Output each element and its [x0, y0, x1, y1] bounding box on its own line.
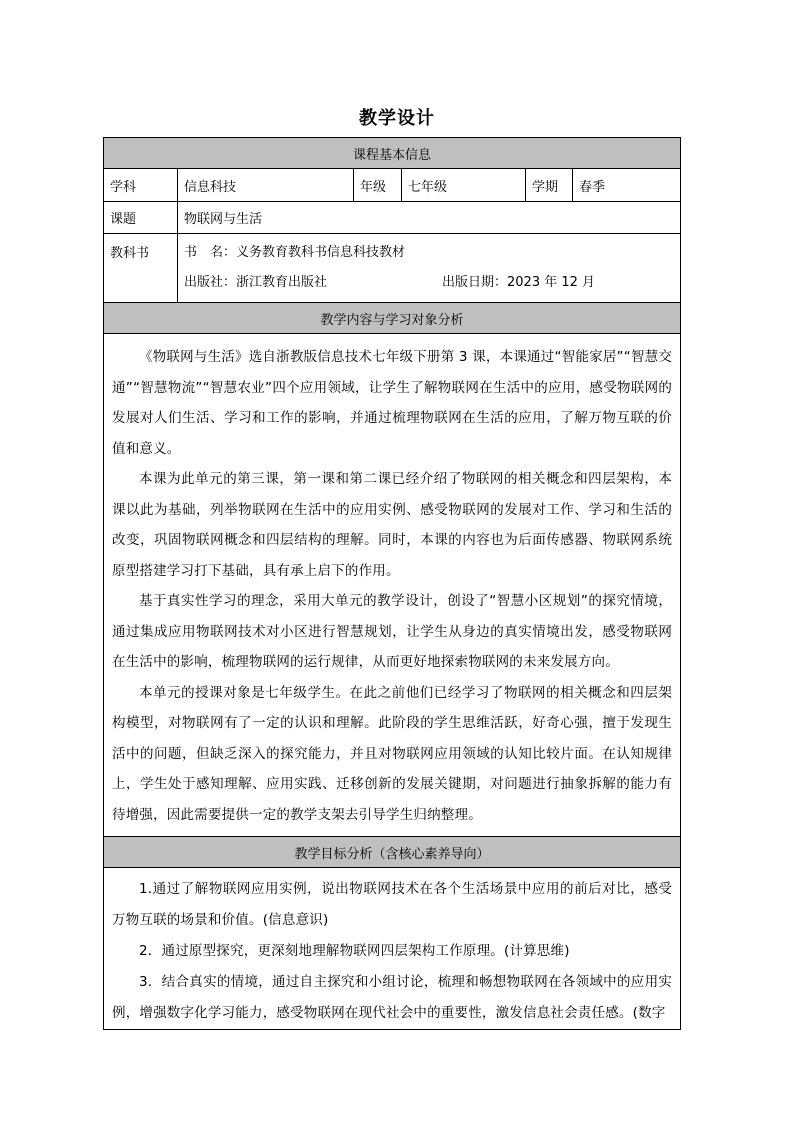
topic-label: 课题	[104, 202, 178, 234]
publisher-text: 出版社：浙江教育出版社	[184, 275, 328, 290]
analysis-paragraph: 《物联网与生活》选自浙教版信息技术七年级下册第 3 课，本课通过“智能家居”“智慧交通”“智慧物流”“智慧农业”四个应用领域，让学生了解物联网在生活中的应用，感受物联网的发展对人们生活、学习和工作的影响，并通过梳理物联网在生活的应用，了解万物互联的价值和意义。	[112, 349, 673, 457]
book-name-line: 书 名：义务教育教科书信息科技教材	[184, 245, 406, 260]
objective-item: 3．结合真实的情境，通过自主探究和小组讨论，梳理和畅想物联网在各领域中的应用实例，增强数字化学习能力，感受物联网在现代社会中的重要性，激发信息社会责任感。(数字	[112, 974, 673, 1021]
analysis-paragraph: 基于真实性学习的理念，采用大单元的教学设计，创设了“智慧小区规划”的探究情境，通过集成应用物联网技术对小区进行智慧规划，让学生从身边的真实情境出发，感受物联网在生活中的影响，梳理物联网的运行规律，从而更好地探索物联网的未来发展方向。	[112, 593, 673, 670]
subject-value: 信息科技	[178, 169, 354, 202]
term-value: 春季	[573, 169, 681, 202]
section-header-basic-info: 课程基本信息	[104, 138, 681, 169]
objective-item: 1.通过了解物联网应用实例，说出物联网技术在各个生活场景中应用的前后对比，感受万物互联的场景和价值。(信息意识)	[112, 881, 673, 928]
section-header-objectives: 教学目标分析（含核心素养导向）	[104, 837, 681, 868]
publisher-line	[184, 268, 674, 298]
content-analysis-body	[104, 334, 681, 837]
lesson-plan-table	[103, 137, 681, 1030]
subject-label: 学科	[104, 169, 178, 202]
grade-label: 年级	[354, 169, 402, 202]
publish-date-text: 出版日期：2023 年 12 月	[442, 275, 596, 290]
objective-item: 2．通过原型探究，更深刻地理解物联网四层架构工作原理。(计算思维)	[139, 943, 570, 959]
analysis-paragraph: 本单元的授课对象是七年级学生。在此之前他们已经学习了物联网的相关概念和四层架构模型，对物联网有了一定的认识和理解。此阶段的学生思维活跃，好奇心强，擅于发现生活中的问题，但缺乏深入的探究能力，并且对物联网应用领域的认知比较片面。在认知规律上，学生处于感知理解、应用实践、迁移创新的发展关键期，对问题进行抽象拆解的能力有待增强，因此需要提供一定的教学支架去引导学生归纳整理。	[112, 684, 673, 823]
textbook-info	[178, 234, 681, 303]
analysis-paragraph: 本课为此单元的第三课，第一课和第二课已经介绍了物联网的相关概念和四层架构，本课以此为基础，列举物联网在生活中的应用实例、感受物联网的发展对工作、学习和生活的改变，巩固物联网概念和四层结构的理解。同时，本课的内容也为后面传感器、物联网系统原型搭建学习打下基础，具有承上启下的作用。	[112, 471, 673, 579]
topic-value: 物联网与生活	[178, 202, 681, 234]
term-label: 学期	[526, 169, 573, 202]
section-header-content-analysis: 教学内容与学习对象分析	[104, 303, 681, 334]
textbook-label: 教科书	[104, 234, 178, 303]
document-title: 教学设计	[359, 108, 435, 129]
grade-value: 七年级	[402, 169, 526, 202]
objectives-body	[104, 868, 681, 1030]
